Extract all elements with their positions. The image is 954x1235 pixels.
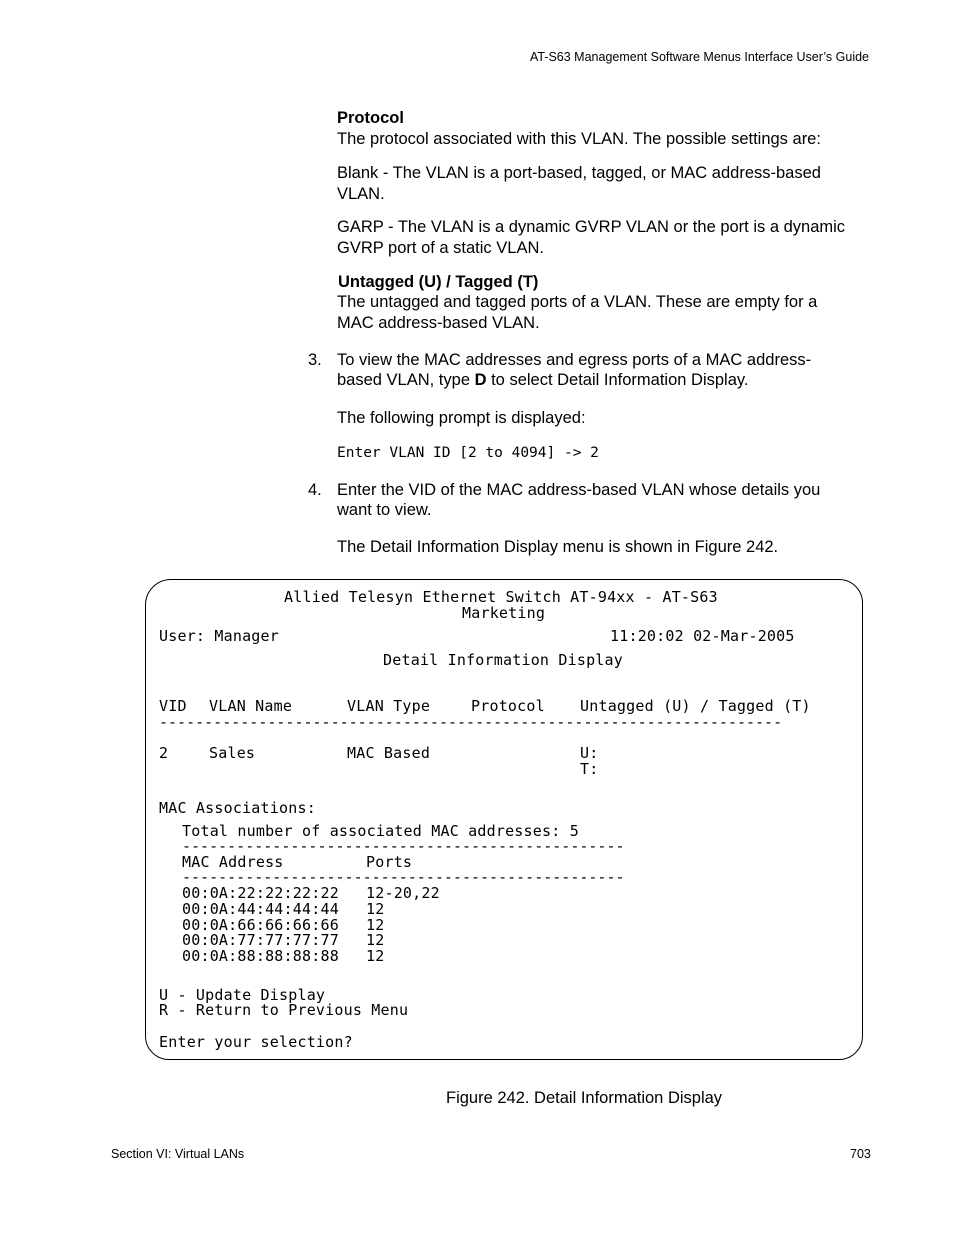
col-protocol: Protocol — [471, 697, 545, 715]
col-vlan-type: VLAN Type — [347, 697, 431, 715]
protocol-description: The protocol associated with this VLAN. The possible settings are: — [337, 130, 821, 148]
menu-title: Detail Information Display — [383, 651, 623, 669]
option-return-previous: R - Return to Previous Menu — [159, 1001, 409, 1019]
step-4-line2: want to view. — [337, 501, 432, 519]
step-3-line1: To view the MAC addresses and egress ports of a MAC address- — [337, 351, 812, 369]
separator: --------------------------------------------------------------------- — [159, 713, 783, 731]
blank-setting-line1: Blank - The VLAN is a port-based, tagged, or MAC address-based — [337, 164, 821, 182]
menu-intro: The Detail Information Display menu is shown in Figure 242. — [337, 538, 779, 556]
footer-section: Section VI: Virtual LANs — [111, 1147, 245, 1161]
mac-total: Total number of associated MAC addresses: 5 — [182, 822, 579, 840]
mac-row-ports: 12 — [366, 931, 385, 949]
terminal-screen — [145, 579, 863, 1060]
col-vlan-name: VLAN Name — [209, 697, 293, 715]
garp-setting-line1: GARP - The VLAN is a dynamic GVRP VLAN or the port is a dynamic — [337, 218, 846, 236]
page-number: 703 — [850, 1147, 871, 1161]
figure-caption: Figure 242. Detail Information Display — [446, 1089, 723, 1107]
untagged-description-line2: MAC address-based VLAN. — [337, 314, 540, 332]
mac-separator-bottom: ------------------------------------------------- — [182, 868, 625, 886]
mac-col-ports: Ports — [366, 853, 413, 871]
key-d: D — [474, 371, 487, 389]
mac-row-addr: 00:0A:66:66:66:66 — [182, 916, 339, 934]
mac-row-addr: 00:0A:44:44:44:44 — [182, 900, 339, 918]
location: Marketing — [462, 604, 546, 622]
mac-row-ports: 12-20,22 — [366, 884, 440, 902]
datetime: 11:20:02 02-Mar-2005 — [610, 627, 795, 645]
col-vid: VID — [159, 697, 187, 715]
mac-row-addr: 00:0A:88:88:88:88 — [182, 947, 339, 965]
step-4-number: 4. — [308, 481, 322, 499]
step-4-line1: Enter the VID of the MAC address-based VLAN whose details you — [337, 481, 821, 499]
mac-row-ports: 12 — [366, 900, 385, 918]
row-tagged: T: — [580, 760, 599, 778]
mac-separator-top: ------------------------------------------------- — [182, 837, 625, 855]
switch-name: Allied Telesyn Ethernet Switch AT-94xx - AT-S63 — [284, 588, 718, 606]
untagged-tagged-heading: Untagged (U) / Tagged (T) — [338, 273, 539, 291]
running-header: AT-S63 Management Software Menus Interface User’s Guide — [529, 50, 869, 64]
untagged-description-line1: The untagged and tagged ports of a VLAN. These are empty for a — [337, 293, 818, 311]
mac-row-addr: 00:0A:22:22:22:22 — [182, 884, 339, 902]
mac-row-ports: 12 — [366, 916, 385, 934]
mac-row-ports: 12 — [366, 947, 385, 965]
row-vlan-type: MAC Based — [347, 744, 431, 762]
garp-setting-line2: GVRP port of a static VLAN. — [337, 239, 544, 257]
user-label: User: Manager — [159, 627, 279, 645]
blank-setting-line2: VLAN. — [337, 185, 385, 203]
col-untagged-tagged: Untagged (U) / Tagged (T) — [580, 697, 811, 715]
prompt-code: Enter VLAN ID [2 to 4094] -> 2 — [337, 445, 599, 461]
row-vid: 2 — [159, 744, 169, 762]
step-3-line2: based VLAN, type D to select Detail Information Display. — [337, 371, 749, 389]
mac-col-address: MAC Address — [182, 853, 284, 871]
mac-row-addr: 00:0A:77:77:77:77 — [182, 931, 339, 949]
prompt-intro: The following prompt is displayed: — [337, 409, 586, 427]
protocol-heading: Protocol — [337, 109, 404, 127]
step-3-number: 3. — [308, 351, 322, 369]
option-update-display: U - Update Display — [159, 986, 326, 1004]
row-vlan-name: Sales — [209, 744, 256, 762]
selection-prompt: Enter your selection? — [159, 1033, 353, 1051]
row-untagged: U: — [580, 744, 599, 762]
mac-associations-heading: MAC Associations: — [159, 799, 316, 817]
